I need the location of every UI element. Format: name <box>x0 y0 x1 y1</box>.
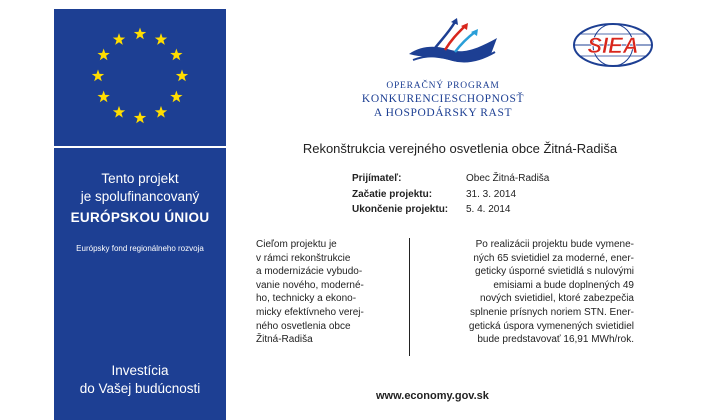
info-values <box>466 171 549 218</box>
end-label: Ukončenie projektu: <box>352 204 449 215</box>
eu-cofinanced-line2: je spolufinancovaný <box>80 189 200 204</box>
recipient-label: Prijímateľ: <box>352 173 402 184</box>
eu-stars-icon <box>80 18 200 138</box>
recipient-value: Obec Žitná-Radiša <box>466 173 550 184</box>
eu-star-icon <box>176 70 188 82</box>
start-label: Začatie projektu: <box>352 188 433 200</box>
result-line: bude predstavovať 16,91 MWh/rok. <box>477 334 634 346</box>
goal-line: v rámci rekonštrukcie <box>256 252 351 264</box>
eu-star-icon <box>92 70 104 82</box>
eu-star-icon <box>170 91 182 103</box>
result-line: geticky úsporné svietidlá s nulovými <box>475 266 634 278</box>
eu-star-icon <box>97 91 109 103</box>
result-line: emisiami a bude doplnených 49 <box>493 279 634 291</box>
eu-star-icon <box>155 106 167 118</box>
website-link[interactable]: www.economy.gov.sk <box>376 390 489 402</box>
eu-fund-text: Európsky fond regionálneho rozvoja <box>76 244 204 253</box>
eu-cofinanced-line1: Tento projekt <box>101 171 179 186</box>
eu-star-icon <box>97 49 109 61</box>
eu-star-icon <box>134 28 146 40</box>
eu-invest-text <box>54 362 226 398</box>
siea-logo-icon <box>572 22 654 68</box>
eu-cofinanced-text <box>54 170 226 206</box>
goal-line: ného osvetlenia obce <box>256 320 351 332</box>
project-goal-text <box>256 238 406 347</box>
eu-invest-line2: do Vašej budúcnosti <box>79 381 201 396</box>
eu-star-icon <box>134 112 146 124</box>
result-line: nových svietidiel, ktoré zabezpečia <box>480 293 634 305</box>
op-logo-icon <box>405 14 501 72</box>
eu-star-icon <box>155 33 167 45</box>
op-program-line3: A HOSPODÁRSKY RAST <box>373 107 513 119</box>
goal-line: a modernizácie vybudo- <box>256 266 363 278</box>
column-separator <box>409 238 410 356</box>
op-program-text <box>338 80 548 120</box>
goal-line: Cieľom projektu je <box>256 239 337 250</box>
start-value: 31. 3. 2014 <box>466 188 517 200</box>
end-value: 5. 4. 2014 <box>466 204 511 215</box>
result-line: Po realizácii projektu bude vymene- <box>475 239 634 250</box>
info-labels <box>352 171 448 218</box>
result-line: getická úspora vymenených svietidiel <box>468 320 634 332</box>
eu-star-icon <box>170 49 182 61</box>
siea-logo-text: SIEA <box>587 33 639 58</box>
eu-panel <box>54 0 226 420</box>
project-result-text <box>412 238 634 347</box>
eu-star-icon <box>113 106 125 118</box>
eu-invest-line1: Investícia <box>111 363 169 378</box>
eu-divider <box>54 146 226 148</box>
goal-line: ho, technicky a ekono- <box>256 293 357 305</box>
goal-line: vanie nového, moderné- <box>256 279 364 291</box>
goal-line: Žitná-Radiša <box>256 334 313 346</box>
eu-star-icon <box>113 33 125 45</box>
eu-union-text: EURÓPSKOU ÚNIOU <box>70 210 210 225</box>
eu-top-strip <box>54 0 226 9</box>
op-program-line1: OPERAČNÝ PROGRAM <box>386 81 500 91</box>
goal-line: micky efektívneho verej- <box>256 306 364 318</box>
project-title: Rekonštrukcia verejného osvetlenia obce Žitná-Radiša <box>302 141 618 156</box>
result-line: splnenie prísnych noriem STN. Ener- <box>470 306 634 318</box>
result-line: ných 65 svietidiel za moderné, ener- <box>473 252 634 264</box>
op-program-line2: KONKURENCIESCHOPNOSŤ <box>361 93 525 105</box>
